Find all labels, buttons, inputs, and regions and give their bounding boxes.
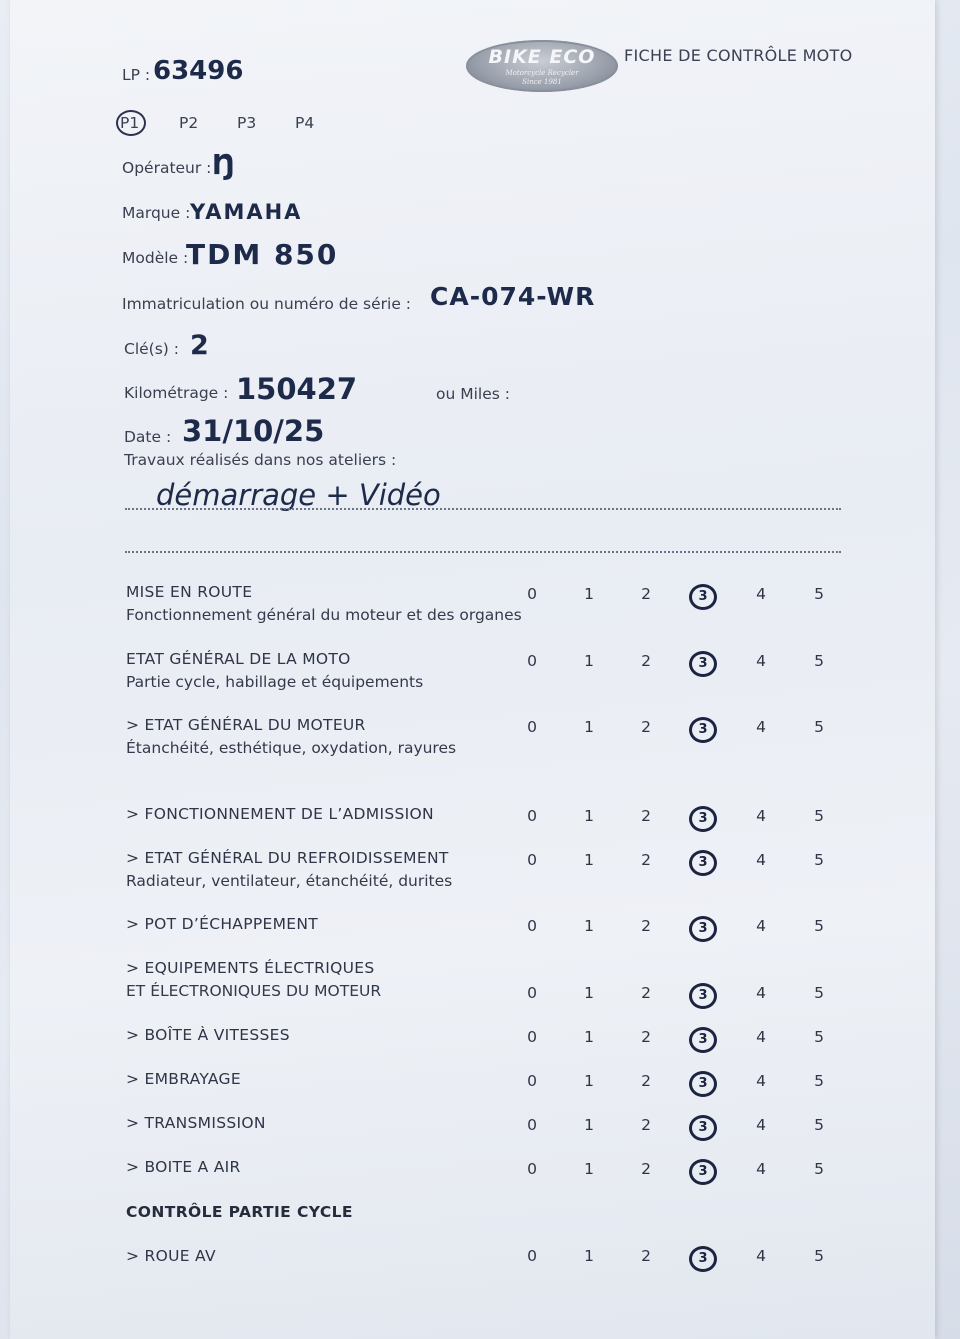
check-9-score-1[interactable]: 1 <box>584 1116 594 1134</box>
check-0-score-5[interactable]: 5 <box>814 585 824 603</box>
roue-av-score-2[interactable]: 2 <box>641 1247 651 1265</box>
check-7-score-5[interactable]: 5 <box>814 1028 824 1046</box>
control-sheet <box>10 0 935 1339</box>
check-7-score-0[interactable]: 0 <box>527 1028 537 1046</box>
marque-value: YAMAHA <box>190 200 303 224</box>
km-label: Kilométrage : <box>124 384 229 402</box>
check-title-9: > TRANSMISSION <box>126 1114 266 1132</box>
check-3-score-selected[interactable]: 3 <box>689 806 717 832</box>
check-0-score-selected[interactable]: 3 <box>689 584 717 610</box>
check-2-score-4[interactable]: 4 <box>756 718 766 736</box>
check-1-score-4[interactable]: 4 <box>756 652 766 670</box>
date-label: Date : <box>124 428 172 446</box>
check-4-score-0[interactable]: 0 <box>527 851 537 869</box>
check-4-score-5[interactable]: 5 <box>814 851 824 869</box>
check-5-score-1[interactable]: 1 <box>584 917 594 935</box>
check-9-score-2[interactable]: 2 <box>641 1116 651 1134</box>
check-5-score-0[interactable]: 0 <box>527 917 537 935</box>
check-1-score-5[interactable]: 5 <box>814 652 824 670</box>
lp-value: 63496 <box>153 56 244 86</box>
check-0-score-4[interactable]: 4 <box>756 585 766 603</box>
km-value: 150427 <box>236 372 358 406</box>
roue-av-score-selected[interactable]: 3 <box>689 1246 717 1272</box>
check-2-score-0[interactable]: 0 <box>527 718 537 736</box>
sheet-title: FICHE DE CONTRÔLE MOTO <box>624 46 853 65</box>
logo-sub-line2: Since 1981 <box>522 78 562 86</box>
roue-av-title: > ROUE AV <box>126 1247 216 1265</box>
check-2-score-selected[interactable]: 3 <box>689 717 717 743</box>
check-title-1: ETAT GÉNÉRAL DE LA MOTO <box>126 650 351 668</box>
check-7-score-1[interactable]: 1 <box>584 1028 594 1046</box>
check-title-2: > ETAT GÉNÉRAL DU MOTEUR <box>126 716 366 734</box>
lp-label: LP : <box>122 66 151 84</box>
check-7-score-selected[interactable]: 3 <box>689 1027 717 1053</box>
check-1-score-1[interactable]: 1 <box>584 652 594 670</box>
check-5-score-5[interactable]: 5 <box>814 917 824 935</box>
check-4-score-selected[interactable]: 3 <box>689 850 717 876</box>
check-3-score-5[interactable]: 5 <box>814 807 824 825</box>
check-1-score-2[interactable]: 2 <box>641 652 651 670</box>
check-title-7: > BOÎTE À VITESSES <box>126 1026 290 1044</box>
check-10-score-2[interactable]: 2 <box>641 1160 651 1178</box>
check-10-score-4[interactable]: 4 <box>756 1160 766 1178</box>
check-9-score-4[interactable]: 4 <box>756 1116 766 1134</box>
check-2-score-2[interactable]: 2 <box>641 718 651 736</box>
check-3-score-0[interactable]: 0 <box>527 807 537 825</box>
marque-label: Marque : <box>122 204 191 222</box>
travaux-value: démarrage + Vidéo <box>156 478 441 512</box>
travaux-line-1 <box>125 508 841 510</box>
check-5-score-2[interactable]: 2 <box>641 917 651 935</box>
check-title-6: > EQUIPEMENTS ÉLECTRIQUES <box>126 959 375 977</box>
roue-av-score-5[interactable]: 5 <box>814 1247 824 1265</box>
check-3-score-4[interactable]: 4 <box>756 807 766 825</box>
operateur-value: Ŋ <box>212 148 236 181</box>
modele-label: Modèle : <box>122 249 189 267</box>
check-title-10: > BOITE A AIR <box>126 1158 241 1176</box>
check-5-score-selected[interactable]: 3 <box>689 916 717 942</box>
section-partie-cycle: CONTRÔLE PARTIE CYCLE <box>126 1203 353 1221</box>
check-8-score-4[interactable]: 4 <box>756 1072 766 1090</box>
check-4-score-1[interactable]: 1 <box>584 851 594 869</box>
check-6-score-5[interactable]: 5 <box>814 984 824 1002</box>
logo-sub-line1: Motorcycle Recycler <box>505 69 579 77</box>
check-6-score-0[interactable]: 0 <box>527 984 537 1002</box>
check-sub-6: ET ÉLECTRONIQUES DU MOTEUR <box>126 982 382 1000</box>
operateur-label: Opérateur : <box>122 159 212 177</box>
check-7-score-2[interactable]: 2 <box>641 1028 651 1046</box>
roue-av-score-0[interactable]: 0 <box>527 1247 537 1265</box>
check-3-score-1[interactable]: 1 <box>584 807 594 825</box>
check-10-score-5[interactable]: 5 <box>814 1160 824 1178</box>
check-6-score-2[interactable]: 2 <box>641 984 651 1002</box>
check-0-score-2[interactable]: 2 <box>641 585 651 603</box>
priority-p4: P4 <box>295 114 315 132</box>
check-4-score-2[interactable]: 2 <box>641 851 651 869</box>
check-title-8: > EMBRAYAGE <box>126 1070 241 1088</box>
roue-av-score-1[interactable]: 1 <box>584 1247 594 1265</box>
miles-label: ou Miles : <box>436 385 510 403</box>
check-9-score-5[interactable]: 5 <box>814 1116 824 1134</box>
check-5-score-4[interactable]: 4 <box>756 917 766 935</box>
check-8-score-1[interactable]: 1 <box>584 1072 594 1090</box>
check-title-4: > ETAT GÉNÉRAL DU REFROIDISSEMENT <box>126 849 449 867</box>
check-9-score-selected[interactable]: 3 <box>689 1115 717 1141</box>
cles-value: 2 <box>190 330 209 361</box>
check-2-score-5[interactable]: 5 <box>814 718 824 736</box>
check-sub-1: Partie cycle, habillage et équipements <box>126 673 424 691</box>
travaux-line-2 <box>125 551 841 553</box>
check-10-score-1[interactable]: 1 <box>584 1160 594 1178</box>
check-1-score-0[interactable]: 0 <box>527 652 537 670</box>
check-6-score-selected[interactable]: 3 <box>689 983 717 1009</box>
check-title-3: > FONCTIONNEMENT DE L’ADMISSION <box>126 805 434 823</box>
check-8-score-2[interactable]: 2 <box>641 1072 651 1090</box>
logo-main-text: BIKE ECO <box>488 46 596 68</box>
priority-p1: P1 <box>120 114 140 132</box>
check-7-score-4[interactable]: 4 <box>756 1028 766 1046</box>
modele-value: TDM 850 <box>186 238 339 271</box>
priority-p3: P3 <box>237 114 257 132</box>
check-0-score-0[interactable]: 0 <box>527 585 537 603</box>
travaux-label: Travaux réalisés dans nos ateliers : <box>124 451 397 469</box>
check-sub-0: Fonctionnement général du moteur et des organes <box>126 606 522 624</box>
check-3-score-2[interactable]: 2 <box>641 807 651 825</box>
logo-sub-text <box>466 69 618 87</box>
bike-eco-logo <box>466 40 618 92</box>
check-10-score-0[interactable]: 0 <box>527 1160 537 1178</box>
check-title-0: MISE EN ROUTE <box>126 583 253 601</box>
check-2-score-1[interactable]: 1 <box>584 718 594 736</box>
immat-label: Immatriculation ou numéro de série : <box>122 295 412 313</box>
check-0-score-1[interactable]: 1 <box>584 585 594 603</box>
check-sub-2: Étanchéité, esthétique, oxydation, rayures <box>126 739 457 757</box>
check-8-score-5[interactable]: 5 <box>814 1072 824 1090</box>
check-4-score-4[interactable]: 4 <box>756 851 766 869</box>
check-8-score-selected[interactable]: 3 <box>689 1071 717 1097</box>
check-1-score-selected[interactable]: 3 <box>689 651 717 677</box>
date-value: 31/10/25 <box>182 414 325 448</box>
cles-label: Clé(s) : <box>124 340 179 358</box>
priority-p2: P2 <box>179 114 199 132</box>
check-sub-4: Radiateur, ventilateur, étanchéité, durites <box>126 872 453 890</box>
check-10-score-selected[interactable]: 3 <box>689 1159 717 1185</box>
check-9-score-0[interactable]: 0 <box>527 1116 537 1134</box>
immat-value: CA-074-WR <box>430 282 596 311</box>
check-title-5: > POT D’ÉCHAPPEMENT <box>126 915 319 933</box>
check-6-score-4[interactable]: 4 <box>756 984 766 1002</box>
check-6-score-1[interactable]: 1 <box>584 984 594 1002</box>
check-8-score-0[interactable]: 0 <box>527 1072 537 1090</box>
roue-av-score-4[interactable]: 4 <box>756 1247 766 1265</box>
